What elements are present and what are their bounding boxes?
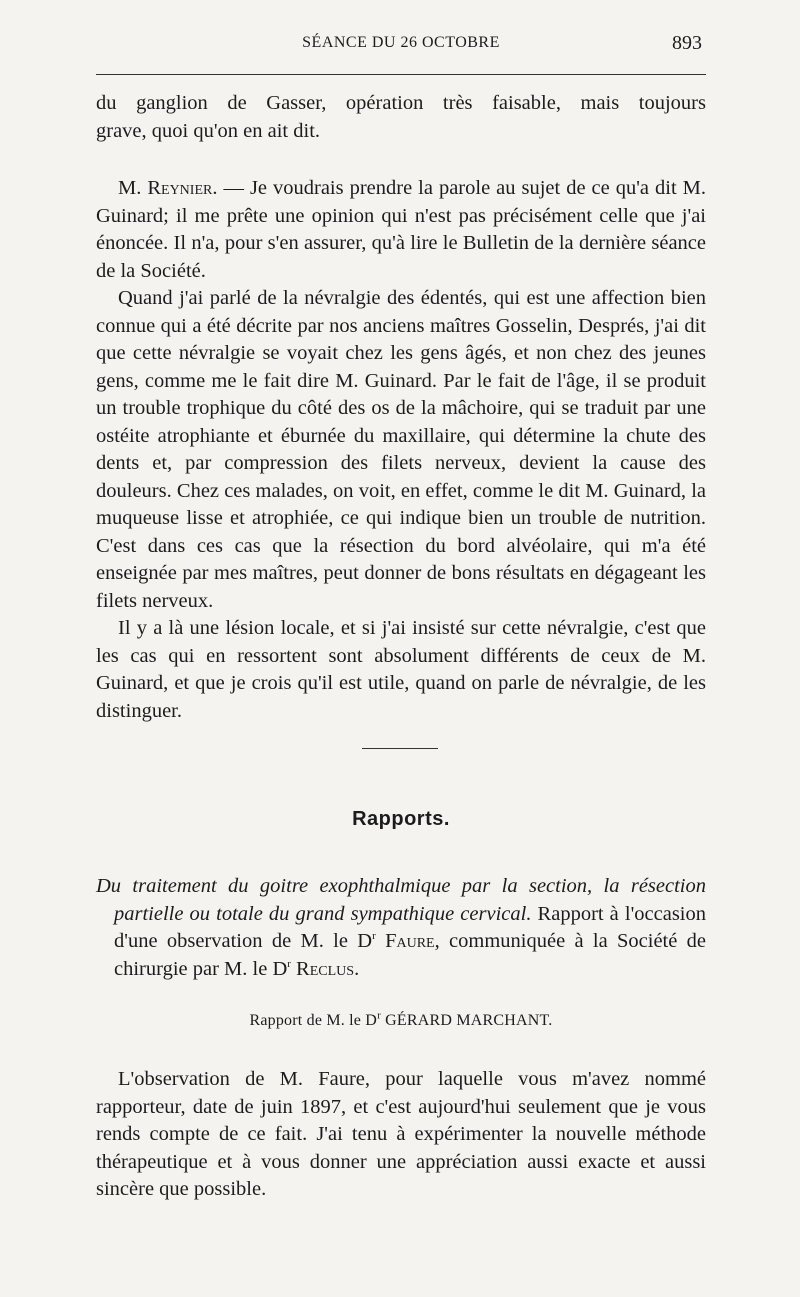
opening-line-1: du ganglion de Gasser, opération très faisable, mais toujours [96, 92, 706, 114]
reynier-paragraph-1 [96, 175, 706, 285]
byline-prefix: Rapport de M. le D [249, 1012, 378, 1029]
page-number: 893 [672, 32, 702, 54]
page-header [96, 32, 706, 62]
report-title-paragraph [96, 873, 706, 983]
report-title-rest-1: Rapport à l'occasion d'une observation de M. le D [114, 902, 706, 952]
byline-sup: r [377, 1009, 381, 1022]
section-separator [362, 748, 438, 749]
section-title: Rapports. [352, 808, 450, 830]
report-title-italic: Du traitement du goitre exophthalmique par la section, la résection partielle ou totale du grand sympathique cervical. [96, 875, 706, 925]
reynier-paragraph-3: Il y a là une lésion locale, et si j'ai insisté sur cette névralgie, c'est que les cas qui en ressortent sont absolument différents de ceux de M. Guinard, et que je crois qu'il est utile, quand on parle de névralgie, de les distinguer. [96, 617, 706, 722]
report-title-end: . [354, 957, 360, 980]
report-author-2: Reclus [296, 957, 355, 980]
report-title-sup-2: r [287, 957, 291, 970]
byline-name: GÉRARD MARCHANT. [385, 1012, 553, 1029]
report-byline [96, 1009, 706, 1030]
speaker-name: M. Reynier. [118, 177, 218, 199]
running-title: SÉANCE DU 26 OCTOBRE [302, 34, 500, 51]
opening-line-2: grave, quoi qu'on en ait dit. [96, 119, 321, 142]
report-paragraph: L'observation de M. Faure, pour laquelle vous m'avez nommé rapporteur, date de juin 1897, et c'est aujourd'hui seulement que je vous rends compte de ce fait. J'ai tenu à expérimenter la nouvelle méthode thérapeutique et à vous donner une appréciation aussi exacte et aussi sincère que possible. [96, 1068, 706, 1200]
reynier-paragraph-1-text: — Je voudrais prendre la parole au sujet de ce qu'a dit M. Guinard; il me prête une opinion qui n'est pas précisément celle que j'ai énoncée. Il n'a, pour s'en assurer, qu'à lire le Bulletin de la dernière séance de la Société. [96, 177, 706, 282]
reynier-remarks [96, 175, 706, 725]
report-author-1: Faure [385, 930, 435, 952]
header-rule [96, 74, 706, 75]
report-title-sup-1: r [372, 930, 376, 943]
report-body [96, 1066, 706, 1204]
report-title [96, 873, 706, 983]
report-title-rest-2: , communiquée à la Société de chirurgie par M. le D [114, 930, 707, 980]
opening-paragraph [96, 90, 706, 145]
reynier-paragraph-2: Quand j'ai parlé de la névralgie des édentés, qui est une affection bien connue qui a été décrite par nos anciens maîtres Gosselin, Després, j'ai dit que cette névralgie se voyait chez les gens âgés, et non chez des jeunes gens, comme me le fait dire M. Guinard. Par le fait de l'âge, il se produit un trouble trophique du côté des os de la mâchoire, qui se traduit par une ostéite atrophiante et éburnée du maxillaire, qui détermine la chute des dents et, par compression des filets nerveux, devient la cause des douleurs. Chez ces malades, on voit, en effet, comme le dit M. Guinard, la muqueuse lisse et atrophiée, ce qui indique bien un trouble de nutrition. C'est dans ces cas que la résection du bord alvéolaire, qui m'a été enseignée par mes maîtres, peut donner de bons résultats en dégageant les filets nerveux. [96, 287, 706, 612]
